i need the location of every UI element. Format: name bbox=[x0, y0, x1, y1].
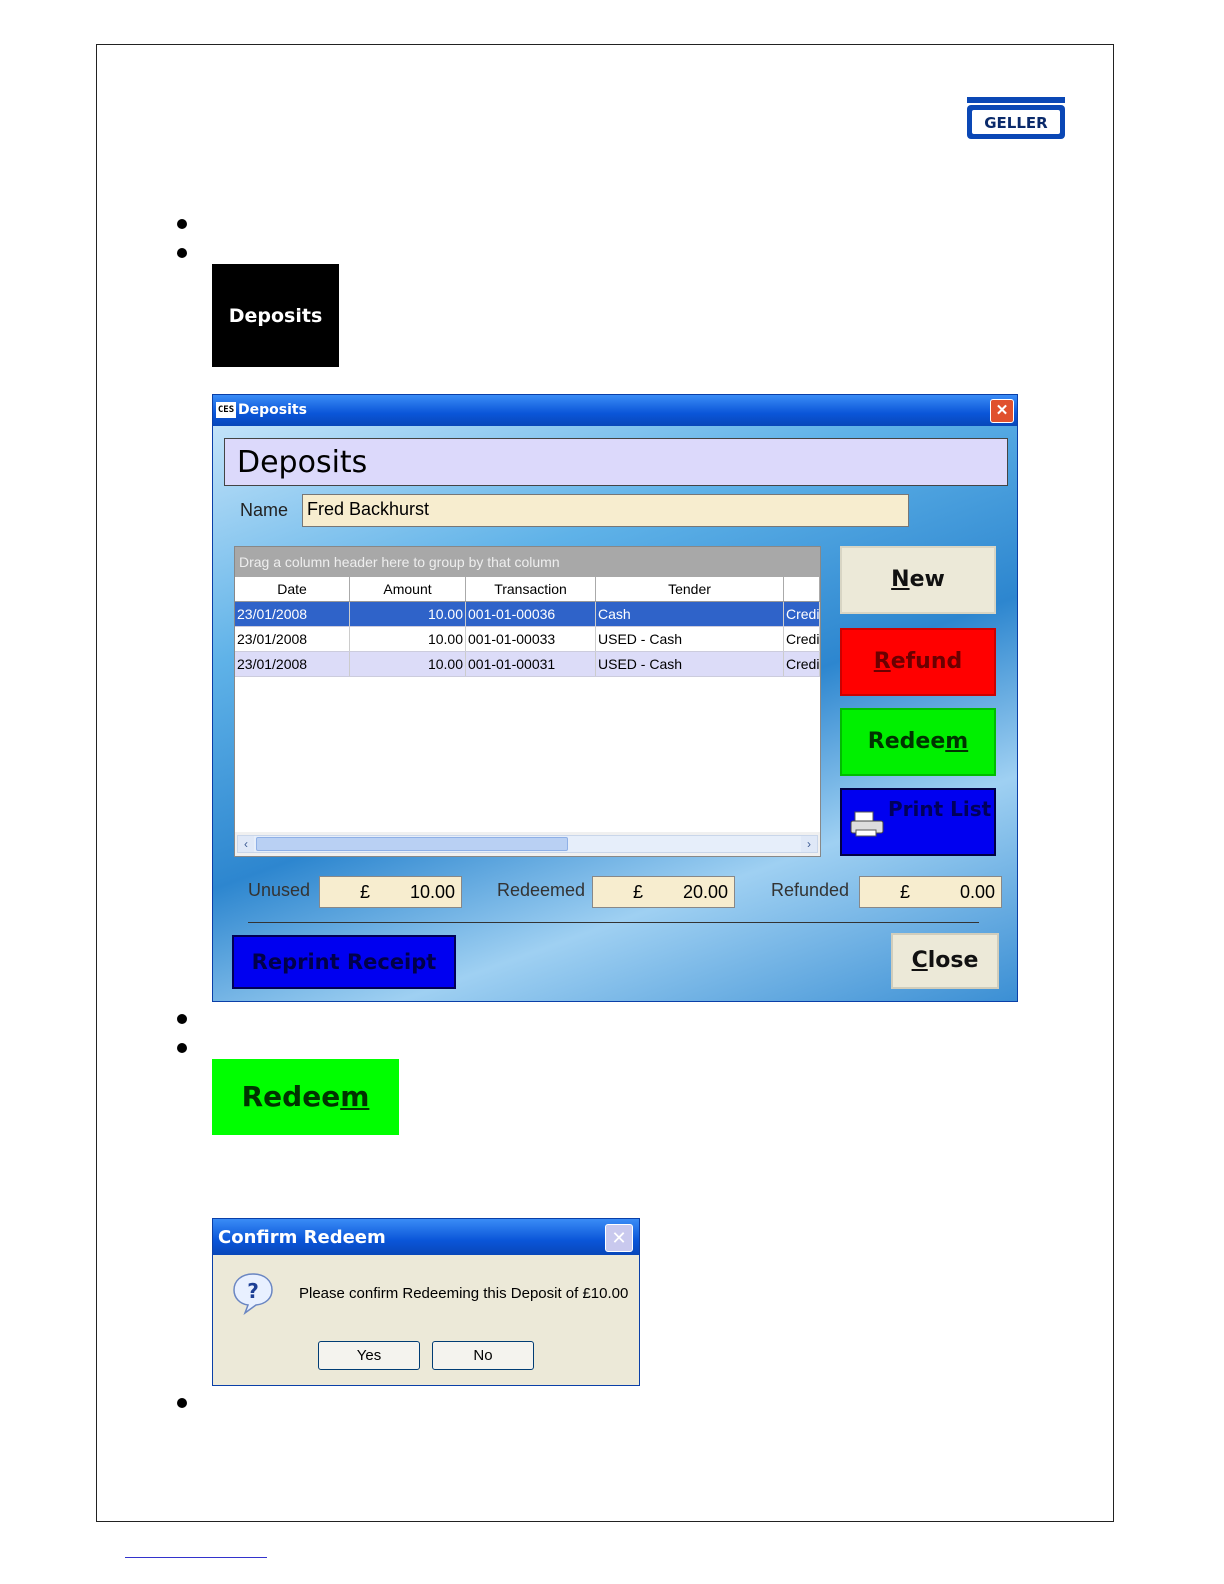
column-header-tender[interactable]: Tender bbox=[596, 577, 784, 601]
column-header-extra[interactable] bbox=[784, 577, 820, 601]
bullet bbox=[177, 1014, 187, 1024]
print-list-button[interactable] bbox=[840, 788, 996, 856]
question-icon bbox=[231, 1271, 275, 1315]
cell-extra: Credi bbox=[784, 602, 820, 626]
new-button[interactable]: New bbox=[840, 546, 996, 614]
svg-text:GELLER: GELLER bbox=[984, 114, 1048, 132]
cell-tender: Cash bbox=[596, 602, 784, 626]
cell-extra: Credi bbox=[784, 627, 820, 651]
page-title: Deposits bbox=[224, 438, 1008, 486]
bullet bbox=[177, 1043, 187, 1053]
cell-extra: Credi bbox=[784, 652, 820, 676]
close-icon[interactable]: ✕ bbox=[990, 399, 1014, 423]
redeem-button[interactable]: Redeem bbox=[840, 708, 996, 776]
column-header-amount[interactable]: Amount bbox=[350, 577, 466, 601]
redeem-tile-button[interactable]: Redeem bbox=[212, 1059, 399, 1135]
divider bbox=[248, 922, 979, 923]
deposits-menu-button[interactable]: Deposits bbox=[212, 264, 339, 367]
grid-header bbox=[235, 577, 820, 602]
table-row[interactable] bbox=[235, 602, 820, 627]
cell-transaction: 001-01-00031 bbox=[466, 652, 596, 676]
horizontal-scrollbar[interactable] bbox=[237, 835, 818, 853]
print-list-label: Print List bbox=[888, 797, 992, 821]
cell-amount: 10.00 bbox=[350, 602, 466, 626]
cell-date: 23/01/2008 bbox=[235, 627, 350, 651]
column-header-transaction[interactable]: Transaction bbox=[466, 577, 596, 601]
deposits-window bbox=[212, 394, 1018, 1002]
reprint-receipt-button[interactable]: Reprint Receipt bbox=[232, 935, 456, 989]
svg-text:?: ? bbox=[247, 1279, 259, 1303]
close-button[interactable]: Close bbox=[891, 933, 999, 989]
cell-transaction: 001-01-00033 bbox=[466, 627, 596, 651]
cell-amount: 10.00 bbox=[350, 627, 466, 651]
confirm-redeem-dialog bbox=[212, 1218, 640, 1386]
yes-button[interactable]: Yes bbox=[318, 1341, 420, 1370]
dialog-title-bar bbox=[213, 1219, 639, 1255]
dialog-message: Please confirm Redeeming this Deposit of £10.00 bbox=[299, 1285, 629, 1302]
cell-tender: USED - Cash bbox=[596, 652, 784, 676]
scroll-left-icon[interactable]: ‹ bbox=[238, 836, 254, 852]
redeemed-label: Redeemed bbox=[497, 880, 586, 900]
footer-rule bbox=[125, 1557, 267, 1558]
refund-button[interactable]: Refund bbox=[840, 628, 996, 696]
close-icon[interactable]: ✕ bbox=[605, 1224, 633, 1252]
unused-label: Unused bbox=[248, 880, 311, 900]
unused-field: £ 10.00 bbox=[319, 876, 462, 908]
redeemed-field: £ 20.00 bbox=[592, 876, 735, 908]
group-by-hint: Drag a column header here to group by that column bbox=[235, 547, 820, 577]
geller-logo bbox=[966, 96, 1066, 140]
bullet bbox=[177, 219, 187, 229]
bullet bbox=[177, 248, 187, 258]
name-label: Name bbox=[240, 500, 289, 520]
refunded-label: Refunded bbox=[771, 880, 850, 900]
cell-date: 23/01/2008 bbox=[235, 652, 350, 676]
bullet bbox=[177, 1398, 187, 1408]
table-row[interactable] bbox=[235, 652, 820, 677]
grid-footer bbox=[235, 832, 820, 856]
scroll-thumb[interactable] bbox=[256, 837, 568, 851]
printer-icon bbox=[849, 810, 887, 838]
dialog-title: Confirm Redeem bbox=[218, 1227, 386, 1248]
name-field[interactable]: Fred Backhurst bbox=[302, 494, 909, 527]
app-icon: CES bbox=[216, 402, 236, 418]
cell-amount: 10.00 bbox=[350, 652, 466, 676]
cell-transaction: 001-01-00036 bbox=[466, 602, 596, 626]
cell-tender: USED - Cash bbox=[596, 627, 784, 651]
title-bar bbox=[213, 395, 1017, 426]
window-title: Deposits bbox=[238, 402, 307, 418]
scroll-right-icon[interactable]: › bbox=[801, 836, 817, 852]
cell-date: 23/01/2008 bbox=[235, 602, 350, 626]
column-header-date[interactable]: Date bbox=[235, 577, 350, 601]
table-row[interactable] bbox=[235, 627, 820, 652]
refunded-field: £ 0.00 bbox=[859, 876, 1002, 908]
no-button[interactable]: No bbox=[432, 1341, 534, 1370]
deposits-grid[interactable] bbox=[234, 546, 821, 857]
